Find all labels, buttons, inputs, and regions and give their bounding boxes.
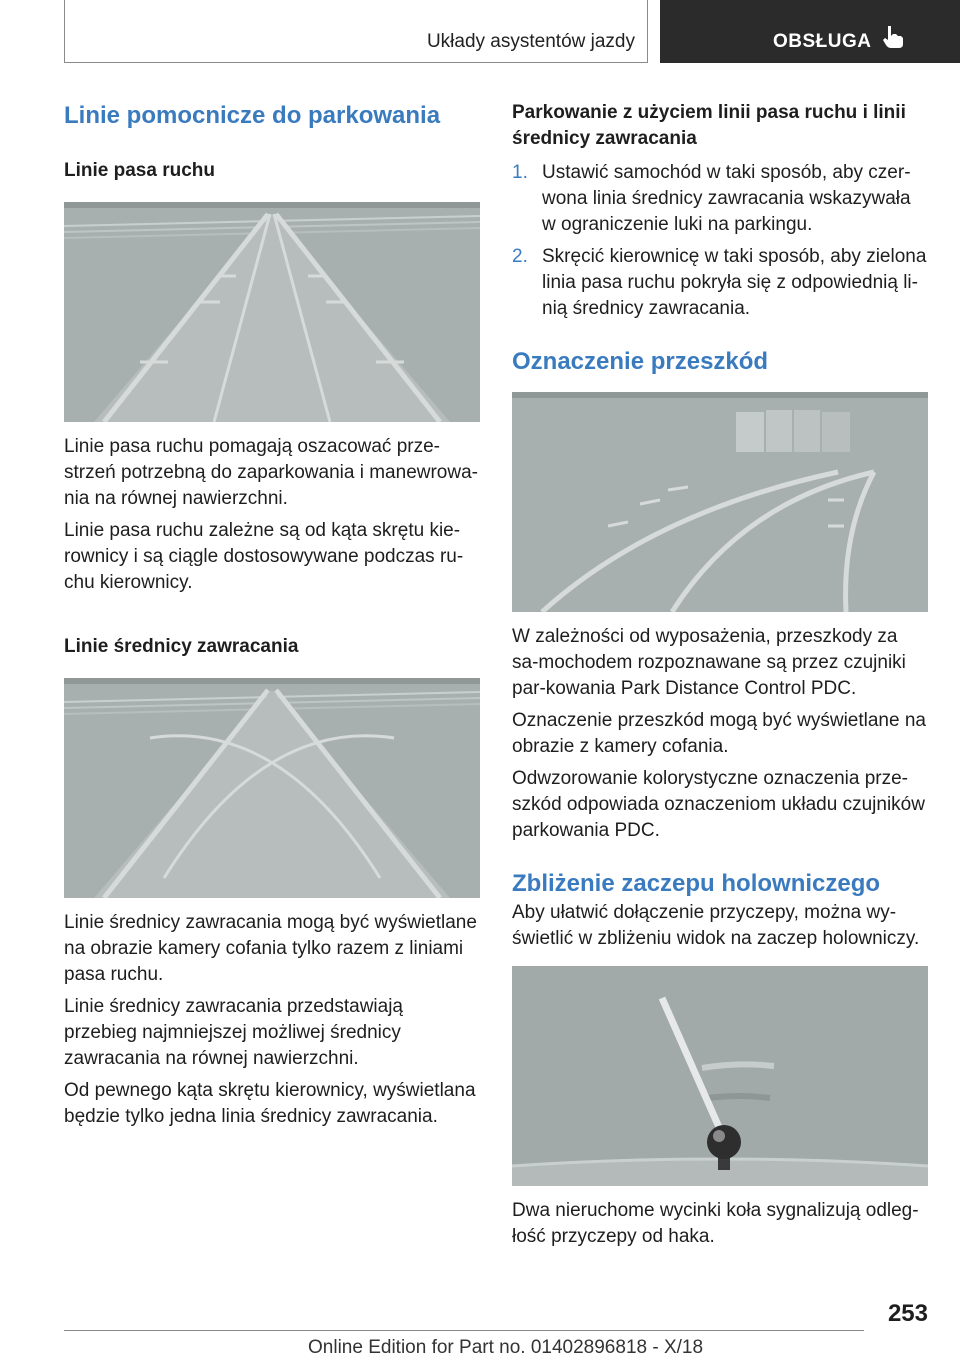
section-title-hitch-zoom: Zbliżenie zaczepu holowniczego: [512, 870, 881, 897]
subsection-turning-lines: Linie średnicy zawracania: [64, 636, 299, 657]
header-chapter-label: OBSŁUGA: [773, 31, 872, 52]
paragraph: Linie średnicy zawracania mogą być wyświetlane na obrazie kamery cofania tylko razem z liniami pasa ruchu.: [64, 912, 477, 985]
paragraph: Odwzorowanie kolorystyczne oznaczenia prze-szkód odpowiada oznaczeniom układu czujników parkowania PDC.: [512, 768, 925, 841]
step-text: Skręcić kierownicę w taki sposób, aby zielona linia pasa ruchu pokryła się z odpowiednią li-nią średnicy zawracania.: [542, 246, 927, 319]
subsection-parking-with-lines: Parkowanie z użyciem linii pasa ruchu i linii średnicy zawracania: [512, 102, 906, 149]
header-chapter-tab: [660, 0, 960, 63]
paragraph: Dwa nieruchome wycinki koła sygnalizują odleg-łość przyczepy od haka.: [512, 1200, 919, 1247]
list-item: [512, 160, 928, 238]
paragraph: Aby ułatwić dołączenie przyczepy, można wy-świetlić w zbliżeniu widok na zaczep holowniczy.: [512, 902, 920, 949]
step-number: 1.: [512, 162, 528, 183]
footer-edition: Online Edition for Part no. 01402896818 - X/18: [308, 1337, 704, 1358]
obstacle-marking-figure: [512, 392, 928, 612]
header-section-box: [64, 0, 648, 63]
steps-list: [512, 160, 928, 322]
section-title-obstacles: Oznaczenie przeszkód: [512, 348, 769, 375]
paragraph: Linie pasa ruchu zależne są od kąta skrętu kie-rownicy i są ciągle dostosowywane podczas ru-chu kierownicy.: [64, 520, 464, 593]
turning-circle-figure: [64, 678, 480, 898]
list-item: [512, 244, 928, 322]
page-number: 253: [887, 1300, 928, 1327]
pointing-hand-icon: [880, 24, 906, 50]
paragraph: Oznaczenie przeszkód mogą być wyświetlane na obrazie z kamery cofania.: [512, 710, 926, 757]
step-text: Ustawić samochód w taki sposób, aby czer-wona linia średnicy zawracania wskazywała w ograniczenie luki na parkingu.: [542, 162, 911, 235]
left-column: [64, 100, 480, 1130]
subsection-lane-lines: Linie pasa ruchu: [64, 160, 215, 181]
paragraph: W zależności od wyposażenia, przeszkody za sa-mochodem rozpoznawane są przez czujniki par-kowania Park Distance Control PDC.: [512, 626, 906, 699]
step-number: 2.: [512, 246, 528, 267]
header-section-title: Układy asystentów jazdy: [426, 31, 635, 52]
lane-lines-figure: [64, 202, 480, 422]
paragraph: Linie pasa ruchu pomagają oszacować prze-strzeń potrzebną do zaparkowania i manewrowa-nia na równej nawierzchni.: [64, 436, 478, 509]
paragraph: Linie średnicy zawracania przedstawiają przebieg najmniejszej możliwej średnicy zawracania na równej nawierzchni.: [64, 996, 404, 1069]
section-title-parking-lines: Linie pomocnicze do parkowania: [64, 102, 441, 129]
paragraph: Od pewnego kąta skrętu kierownicy, wyświetlana będzie tylko jedna linia średnicy zawracania.: [64, 1080, 476, 1127]
hitch-zoom-figure: [512, 966, 928, 1186]
footer-divider: [64, 1330, 864, 1331]
right-column: [512, 100, 928, 1250]
